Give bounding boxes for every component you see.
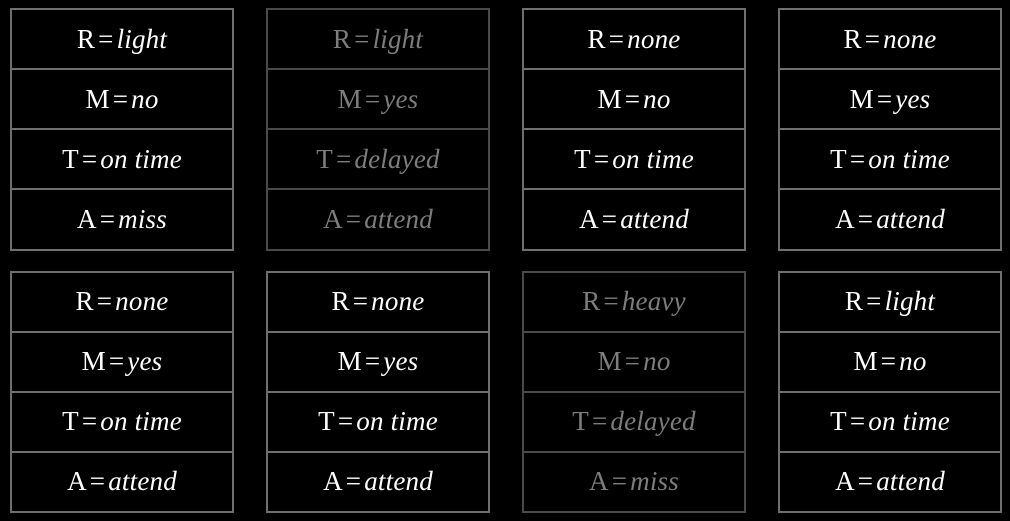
equals-sign: = bbox=[364, 83, 381, 114]
attribute-key: A bbox=[323, 203, 343, 234]
attribute-key: A bbox=[589, 466, 609, 497]
equals-sign: = bbox=[857, 466, 874, 497]
attribute-text bbox=[337, 83, 419, 114]
attribute-value: yes bbox=[895, 83, 931, 114]
attribute-text bbox=[587, 23, 681, 54]
equals-sign: = bbox=[880, 346, 897, 377]
attribute-row bbox=[12, 130, 232, 190]
attribute-text bbox=[830, 408, 950, 435]
attribute-value: no bbox=[643, 346, 671, 377]
equals-sign: = bbox=[866, 286, 882, 317]
attribute-row bbox=[268, 453, 488, 511]
attribute-text bbox=[589, 468, 679, 495]
equals-sign: = bbox=[81, 143, 98, 174]
attribute-value: on time bbox=[868, 406, 950, 437]
attribute-row bbox=[268, 130, 488, 190]
attribute-row bbox=[12, 70, 232, 130]
attribute-row bbox=[524, 190, 744, 248]
attribute-value: miss bbox=[630, 466, 679, 497]
attribute-value: heavy bbox=[621, 286, 686, 317]
attribute-value: attend bbox=[364, 466, 433, 497]
attribute-key: M bbox=[337, 346, 362, 377]
attribute-key: T bbox=[318, 406, 335, 437]
attribute-value: on time bbox=[356, 406, 438, 437]
attribute-text bbox=[82, 348, 163, 375]
attribute-key: R bbox=[332, 23, 352, 54]
attribute-key: T bbox=[62, 143, 79, 174]
attribute-row bbox=[268, 190, 488, 248]
attribute-key: R bbox=[582, 286, 601, 317]
attribute-key: A bbox=[579, 203, 599, 234]
case-card bbox=[778, 8, 1002, 251]
attribute-value: on time bbox=[100, 143, 182, 174]
attribute-text bbox=[579, 203, 689, 234]
attribute-text bbox=[572, 408, 696, 435]
attribute-key: T bbox=[316, 143, 333, 174]
attribute-key: R bbox=[843, 23, 862, 54]
attribute-key: A bbox=[67, 466, 87, 497]
attribute-row bbox=[780, 453, 1000, 511]
attribute-key: M bbox=[849, 83, 874, 114]
attribute-key: T bbox=[62, 406, 79, 437]
attribute-row bbox=[780, 130, 1000, 190]
case-card bbox=[266, 271, 490, 514]
attribute-key: A bbox=[77, 203, 97, 234]
equals-sign: = bbox=[857, 203, 874, 234]
equals-sign: = bbox=[112, 83, 129, 114]
attribute-text bbox=[597, 348, 670, 375]
attribute-value: light bbox=[884, 286, 936, 317]
attribute-value: on time bbox=[612, 143, 694, 174]
attribute-text bbox=[67, 468, 177, 495]
equals-sign: = bbox=[352, 286, 369, 317]
attribute-key: R bbox=[844, 286, 864, 317]
equals-sign: = bbox=[96, 286, 113, 317]
attribute-value: delayed bbox=[354, 143, 440, 174]
attribute-value: no bbox=[643, 83, 671, 114]
equals-sign: = bbox=[593, 143, 610, 174]
attribute-row bbox=[524, 10, 744, 70]
attribute-text bbox=[574, 143, 694, 174]
equals-sign: = bbox=[624, 346, 641, 377]
attribute-key: R bbox=[587, 23, 606, 54]
attribute-text bbox=[76, 23, 168, 54]
attribute-text bbox=[597, 83, 671, 114]
equals-sign: = bbox=[99, 203, 116, 234]
attribute-row bbox=[268, 70, 488, 130]
equals-sign: = bbox=[603, 286, 619, 317]
attribute-key: A bbox=[835, 203, 855, 234]
attribute-text bbox=[77, 203, 167, 234]
attribute-row bbox=[12, 190, 232, 248]
attribute-value: yes bbox=[383, 83, 419, 114]
attribute-key: R bbox=[331, 286, 350, 317]
attribute-row bbox=[268, 333, 488, 393]
equals-sign: = bbox=[337, 406, 354, 437]
attribute-text bbox=[332, 288, 425, 315]
attribute-value: attend bbox=[876, 466, 945, 497]
case-card bbox=[522, 271, 746, 514]
attribute-row bbox=[780, 273, 1000, 333]
attribute-text bbox=[853, 348, 926, 375]
equals-sign: = bbox=[81, 406, 98, 437]
attribute-row bbox=[524, 393, 744, 453]
attribute-row bbox=[12, 453, 232, 511]
attribute-text bbox=[338, 348, 419, 375]
equals-sign: = bbox=[345, 203, 362, 234]
attribute-value: no bbox=[899, 346, 927, 377]
attribute-row bbox=[524, 333, 744, 393]
attribute-key: T bbox=[830, 143, 847, 174]
equals-sign: = bbox=[354, 23, 370, 54]
attribute-value: yes bbox=[383, 346, 419, 377]
attribute-value: none bbox=[627, 23, 681, 54]
equals-sign: = bbox=[624, 83, 641, 114]
attribute-text bbox=[843, 23, 937, 54]
attribute-key: T bbox=[830, 406, 847, 437]
attribute-text bbox=[332, 23, 424, 54]
attribute-row bbox=[780, 333, 1000, 393]
attribute-value: yes bbox=[127, 346, 163, 377]
equals-sign: = bbox=[335, 143, 352, 174]
equals-sign: = bbox=[608, 23, 625, 54]
attribute-value: none bbox=[115, 286, 169, 317]
attribute-text bbox=[582, 288, 686, 315]
attribute-value: no bbox=[131, 83, 159, 114]
attribute-text bbox=[62, 408, 182, 435]
attribute-value: attend bbox=[108, 466, 177, 497]
case-card bbox=[10, 8, 234, 251]
attribute-row bbox=[12, 333, 232, 393]
attribute-text bbox=[76, 288, 169, 315]
equals-sign: = bbox=[849, 406, 866, 437]
attribute-key: M bbox=[597, 83, 622, 114]
attribute-value: attend bbox=[876, 203, 945, 234]
attribute-key: T bbox=[572, 406, 589, 437]
attribute-value: delayed bbox=[610, 406, 696, 437]
attribute-key: A bbox=[835, 466, 855, 497]
case-card bbox=[266, 8, 490, 251]
attribute-text bbox=[323, 203, 433, 234]
equals-sign: = bbox=[611, 466, 628, 497]
attribute-row bbox=[780, 70, 1000, 130]
attribute-value: miss bbox=[118, 203, 167, 234]
attribute-row bbox=[12, 10, 232, 70]
attribute-text bbox=[849, 83, 931, 114]
equals-sign: = bbox=[345, 466, 362, 497]
case-card bbox=[10, 271, 234, 514]
attribute-text bbox=[835, 203, 945, 234]
equals-sign: = bbox=[98, 23, 114, 54]
attribute-key: A bbox=[323, 466, 343, 497]
attribute-row bbox=[268, 273, 488, 333]
attribute-value: on time bbox=[100, 406, 182, 437]
attribute-value: none bbox=[371, 286, 425, 317]
attribute-key: M bbox=[597, 346, 622, 377]
attribute-key: R bbox=[75, 286, 94, 317]
equals-sign: = bbox=[89, 466, 106, 497]
attribute-row bbox=[268, 10, 488, 70]
attribute-text bbox=[62, 143, 182, 174]
attribute-row bbox=[524, 70, 744, 130]
attribute-value: attend bbox=[364, 203, 433, 234]
attribute-value: light bbox=[372, 23, 424, 54]
equals-sign: = bbox=[864, 23, 881, 54]
equals-sign: = bbox=[108, 346, 125, 377]
attribute-key: M bbox=[85, 83, 110, 114]
attribute-text bbox=[845, 288, 935, 315]
attribute-text bbox=[318, 408, 438, 435]
attribute-row bbox=[524, 273, 744, 333]
attribute-row bbox=[524, 453, 744, 511]
equals-sign: = bbox=[591, 406, 608, 437]
case-card bbox=[778, 271, 1002, 514]
attribute-row bbox=[524, 130, 744, 190]
case-card bbox=[522, 8, 746, 251]
attribute-text bbox=[323, 468, 433, 495]
attribute-value: on time bbox=[868, 143, 950, 174]
attribute-text bbox=[85, 83, 159, 114]
attribute-value: attend bbox=[620, 203, 689, 234]
attribute-key: M bbox=[337, 83, 362, 114]
attribute-text bbox=[830, 143, 950, 174]
attribute-key: R bbox=[76, 23, 96, 54]
attribute-row bbox=[780, 190, 1000, 248]
attribute-value: light bbox=[116, 23, 168, 54]
equals-sign: = bbox=[601, 203, 618, 234]
attribute-row bbox=[268, 393, 488, 453]
equals-sign: = bbox=[849, 143, 866, 174]
attribute-key: M bbox=[853, 346, 878, 377]
attribute-key: M bbox=[81, 346, 106, 377]
attribute-row bbox=[780, 393, 1000, 453]
attribute-row bbox=[12, 273, 232, 333]
attribute-text bbox=[316, 143, 440, 174]
equals-sign: = bbox=[876, 83, 893, 114]
attribute-key: T bbox=[574, 143, 591, 174]
equals-sign: = bbox=[364, 346, 381, 377]
attribute-text bbox=[835, 468, 945, 495]
attribute-row bbox=[780, 10, 1000, 70]
attribute-row bbox=[12, 393, 232, 453]
attribute-value: none bbox=[883, 23, 937, 54]
